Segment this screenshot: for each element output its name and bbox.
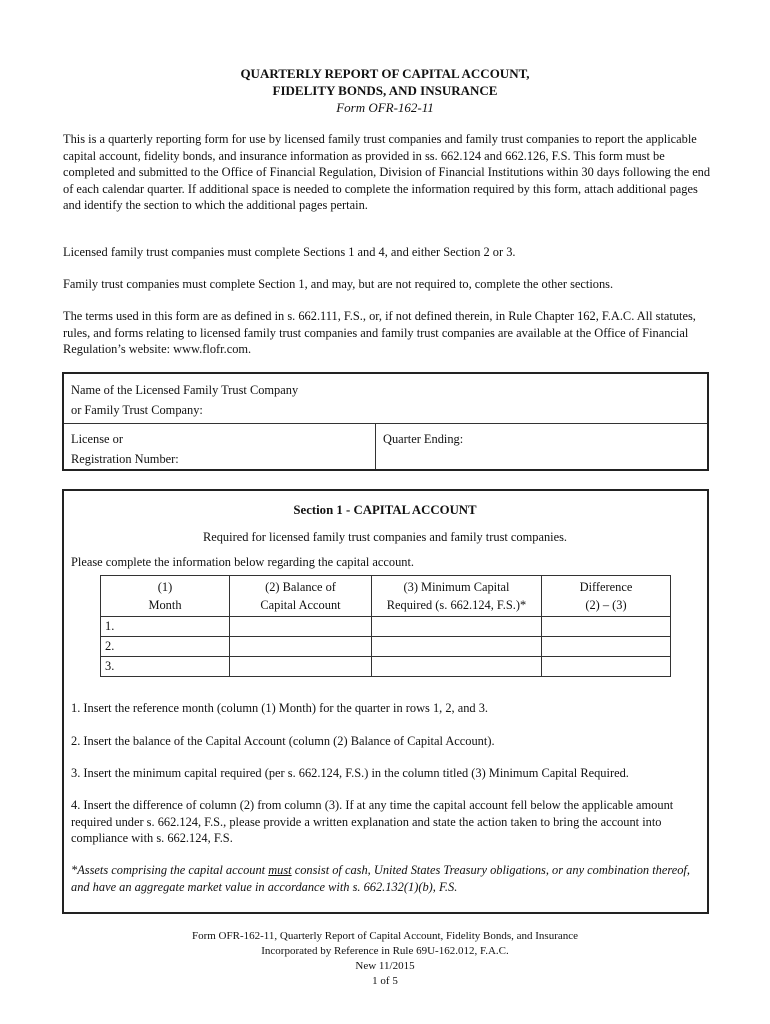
company-box-vertical-divider: [375, 423, 376, 469]
column-header-difference: [542, 576, 671, 617]
company-info-box: [62, 372, 709, 471]
footer-line-1: Form OFR-162-11, Quarterly Report of Capital Account, Fidelity Bonds, and Insurance: [191, 930, 579, 942]
footer-line-2: Incorporated by Reference in Rule 69U-162.012, F.A.C.: [261, 945, 509, 957]
column-header-minimum-capital: [372, 576, 542, 617]
footnote-text-start: *Assets comprising the capital account: [71, 863, 269, 877]
company-name-label-line-2: or Family Trust Company:: [71, 403, 203, 417]
instruction-note-2: 2. Insert the balance of the Capital Account (column (2) Balance of Capital Account).: [71, 734, 495, 748]
instruction-note-1: 1. Insert the reference month (column (1) Month) for the quarter in rows 1, 2, and 3.: [71, 701, 489, 715]
intro-paragraph-3: Family trust companies must complete Section 1, and may, but are not required to, complete the other sections.: [63, 277, 614, 291]
row-1-difference-cell[interactable]: [542, 617, 671, 637]
instruction-note-4: 4. Insert the difference of column (2) from column (3). If at any time the capital account fell below the applicable amount required under s. 662.124, F.S., please provide a written explanation and state the action taken to bring the account into compliance with s. 662.124, F.S.: [71, 798, 674, 845]
row-1-minimum-cell[interactable]: [372, 617, 542, 637]
row-1-month-cell[interactable]: 1.: [101, 617, 230, 637]
title-line-2: FIDELITY BONDS, AND INSURANCE: [272, 83, 498, 98]
license-label-line-2: Registration Number:: [71, 452, 179, 466]
column-header-balance-line-1: (2) Balance of: [265, 580, 336, 594]
quarter-ending-label[interactable]: Quarter Ending:: [383, 432, 464, 446]
row-2-month-cell[interactable]: 2.: [101, 637, 230, 657]
footnote-text-end: consist of cash, United States Treasury obligations, or any combination thereof, and have an aggregate market value in accordance with s. 662.132(1)(b), F.S.: [71, 863, 690, 894]
table-row: [101, 657, 671, 677]
row-3-balance-cell[interactable]: [230, 657, 372, 677]
title-line-1: QUARTERLY REPORT OF CAPITAL ACCOUNT,: [240, 66, 530, 81]
table-row: [101, 637, 671, 657]
column-header-balance-line-2: Capital Account: [260, 598, 341, 612]
company-box-divider: [64, 423, 707, 424]
intro-paragraph-2: Licensed family trust companies must complete Sections 1 and 4, and either Section 2 or 3.: [63, 245, 516, 259]
column-header-month: [101, 576, 230, 617]
column-header-month-line-2: Month: [148, 598, 182, 612]
footer-line-3: New 11/2015: [355, 960, 415, 972]
section1-required-note: Required for licensed family trust companies and family trust companies.: [202, 530, 568, 544]
form-number: Form OFR-162-11: [336, 100, 434, 115]
row-3-month-cell[interactable]: 3.: [101, 657, 230, 677]
capital-account-table: [100, 575, 671, 677]
table-header-row: [101, 576, 671, 617]
table-row: [101, 617, 671, 637]
company-name-label[interactable]: [71, 380, 298, 420]
license-number-label[interactable]: [71, 429, 179, 469]
column-header-month-line-1: (1): [157, 580, 173, 594]
section1-instruction: Please complete the information below regarding the capital account.: [71, 555, 415, 569]
column-header-minimum-line-1: (3) Minimum Capital: [403, 580, 510, 594]
instruction-note-3: 3. Insert the minimum capital required (per s. 662.124, F.S.) in the column titled (3) Minimum Capital Required.: [71, 766, 629, 780]
footnote-emphasis: must: [268, 863, 292, 877]
column-header-difference-line-1: Difference: [579, 580, 633, 594]
license-label-line-1: License or: [71, 432, 123, 446]
row-3-minimum-cell[interactable]: [372, 657, 542, 677]
row-3-difference-cell[interactable]: [542, 657, 671, 677]
company-name-label-line-1: Name of the Licensed Family Trust Company: [71, 383, 299, 397]
row-2-minimum-cell[interactable]: [372, 637, 542, 657]
section1-heading: Section 1 - CAPITAL ACCOUNT: [293, 503, 477, 517]
intro-paragraph-1: This is a quarterly reporting form for use by licensed family trust companies and family trust companies to report the applicable capital account, fidelity bonds, and insurance information as provided in ss. 662.124 and 662.126, F.S. This form must be completed and submitted to the Office of Financial Regulation, Division of Financial Institutions within 30 days following the end of each calendar quarter. If additional space is needed to complete the information required by this form, attach additional pages and identify the section to which the additional pages pertain.: [63, 132, 711, 212]
intro-paragraph-4: The terms used in this form are as defined in s. 662.111, F.S., or, if not defined therein, in Rule Chapter 162, F.A.C. All statutes, rules, and forms relating to licensed family trust companies and family trust companies are available at the Office of Financial Regulation’s website: www.flofr.com.: [63, 309, 696, 356]
capital-account-footnote: [71, 862, 711, 895]
row-2-balance-cell[interactable]: [230, 637, 372, 657]
row-1-balance-cell[interactable]: [230, 617, 372, 637]
column-header-minimum-line-2: Required (s. 662.124, F.S.)*: [386, 598, 527, 612]
page-number: 1 of 5: [372, 975, 398, 987]
column-header-difference-line-2: (2) – (3): [585, 598, 627, 612]
row-2-difference-cell[interactable]: [542, 637, 671, 657]
column-header-balance: [230, 576, 372, 617]
